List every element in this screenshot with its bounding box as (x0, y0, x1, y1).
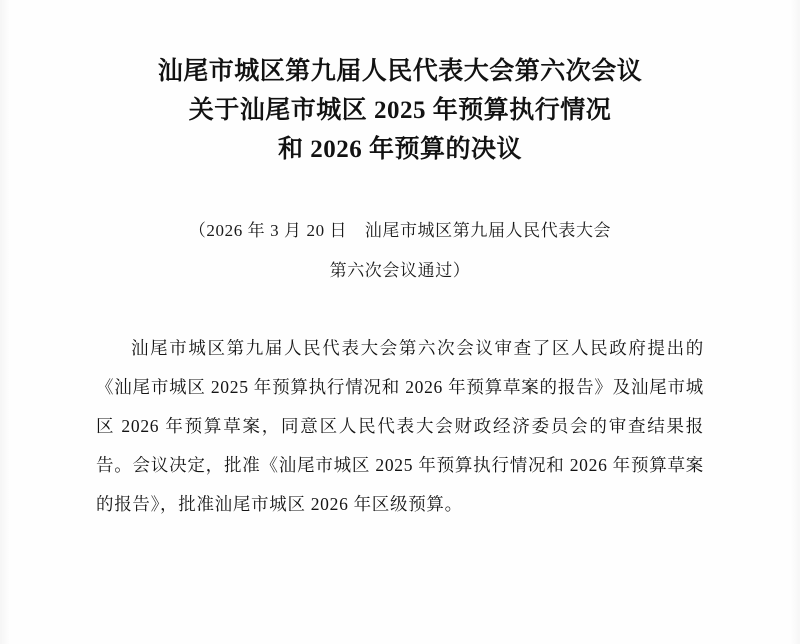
document-subtitle-line-1: （2026 年 3 月 20 日 汕尾市城区第九届人民代表大会 (188, 221, 612, 240)
document-title (96, 0, 704, 169)
page-edge-shading-left (0, 0, 10, 644)
document-title-line-1: 汕尾市城区第九届人民代表大会第六次会议 (157, 58, 643, 85)
document-paragraph: 汕尾市城区第九届人民代表大会第六次会议审查了区人民政府提出的《汕尾市城区 2025 年预算执行情况和 2026 年预算草案的报告》及汕尾市城区 2026 年预算草案，同意区人民代表大会财政经济委员会的审查结果报告。会议决定，批准《汕尾市城区 2025 年预算执行情况和 2026 年预算草案的报告》，批准汕尾市城区 2026 年区级预算。 (96, 338, 704, 514)
document-subtitle (96, 169, 704, 291)
document-title-line-2: 关于汕尾市城区 2025 年预算执行情况 (188, 97, 612, 124)
document-title-line-3: 和 2026 年预算的决议 (277, 136, 522, 163)
page-edge-shading-right (790, 0, 800, 644)
document-subtitle-line-2: 第六次会议通过） (329, 261, 471, 280)
